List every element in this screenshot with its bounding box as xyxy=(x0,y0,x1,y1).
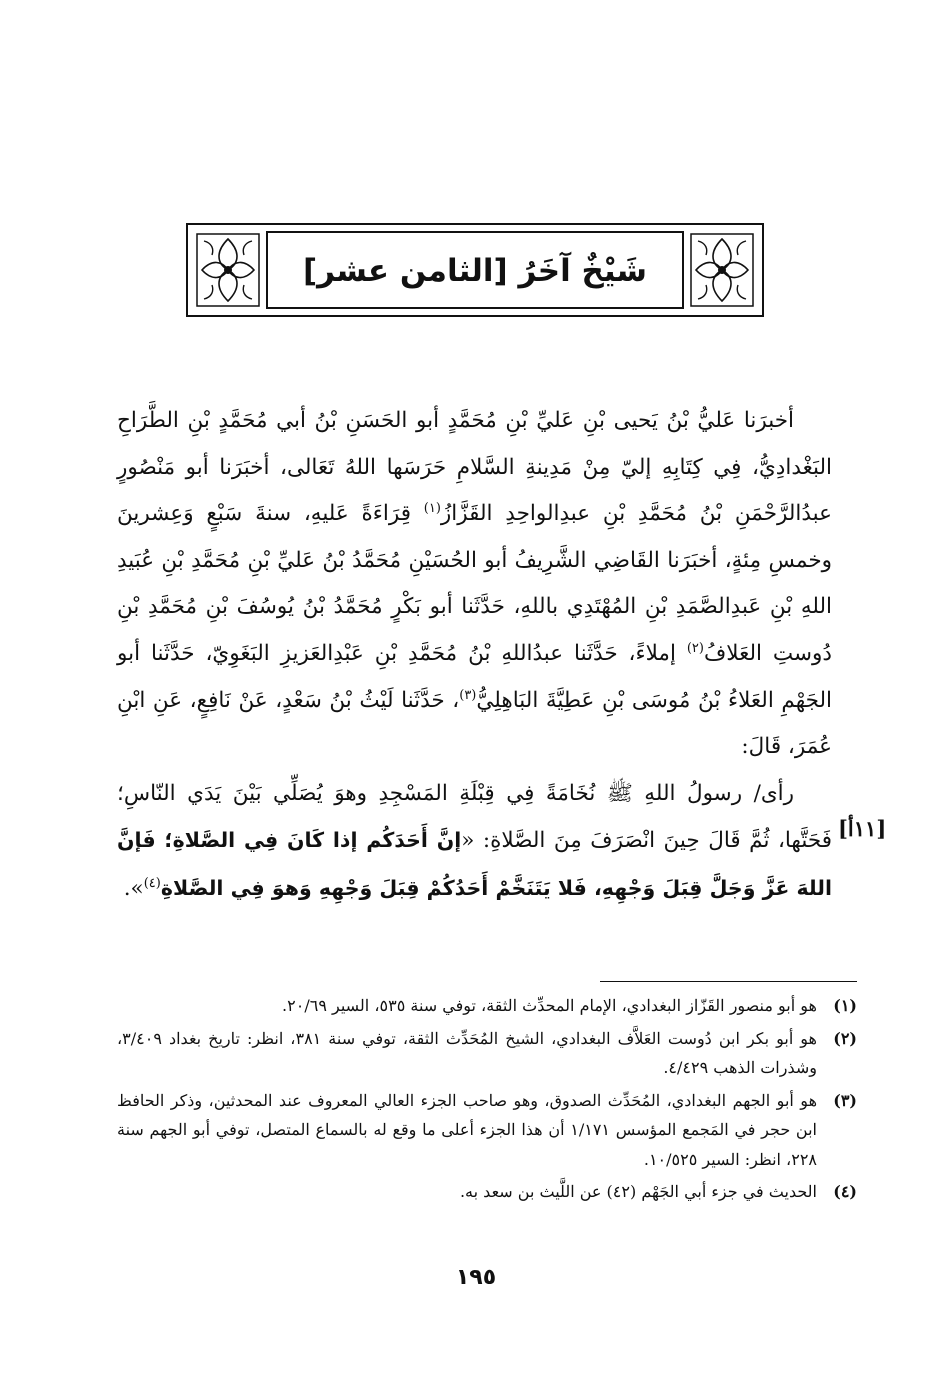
hadith-paragraph xyxy=(117,771,832,913)
text-run: قِرَاءَةً عَليهِ، سنةَ سَبْعٍ وَعِشرينَ وخمسِ مِئةٍ، أخبَرَنا القَاضِي الشَّرِيفُ أبو الحُسَيْنِ مُحَمَّدُ بْنُ عَليِّ بْنِ مُحَمَّدِ بْنِ عُبَيدِ اللهِ بْنِ عَبدِالصَّمَدِ بْنِ المُهْتَدِي باللهِ، حَدَّثَنا أبو بَكْرٍ مُحَمَّدُ بْنُ يُوسُفَ بْنِ مُحَمَّدِ بْنِ دُوستِ العَلافُ xyxy=(117,501,832,666)
main-text xyxy=(117,398,832,913)
text-run: ، حَدَّثَنا لَيْثُ بْنُ سَعْدٍ، عَنْ نَافِعٍ، عَنِ ابْنِ عُمَرَ، قَالَ: xyxy=(117,687,832,760)
isnad-paragraph xyxy=(117,398,832,771)
manuscript-folio-ref: [١١أ] xyxy=(838,816,887,841)
footnotes xyxy=(117,991,857,1210)
footnote-text: هو أبو منصور القَزّاز البغدادي، الإمام المحدِّث الثقة، توفي سنة ٥٣٥، السير ٢٠/٦٩. xyxy=(282,996,817,1015)
footnote-ref[interactable]: (٣) xyxy=(459,687,477,703)
footnote-item xyxy=(117,991,857,1021)
hadith-text: إنَّ أَحَدَكُم إذا كَانَ فِي الصَّلاةِ؛ فَإنَّ اللهَ عَزَّ وَجَلَّ قِبَلَ وَجْهِهِ، فَلا يَتَنَخَّمْ أَحَدُكُمْ قِبَلَ وَجْهِهِ وَهوَ فِي الصَّلاةِ xyxy=(117,828,832,900)
footnote-item xyxy=(117,1086,857,1175)
footnote-text: هو أبو الجهم البغدادي، المُحَدِّث الصدوق، وهو صاحب الجزء العالي المعروف عند المحدثين، وذكر الحافظ ابن حجر في المَجمع المؤسس ١/١٧١ أن هذا الجزء أعلى ما وقع له بالسماع المتصل، توفي أبو الجهم سنة ٢٢٨، انظر: السير ١٠/٥٢٥. xyxy=(117,1090,818,1169)
footnote-item xyxy=(117,1024,857,1083)
text-run: إملاءً، حَدَّثَنا عبدُاللهِ بْنُ مُحَمَّدِ بْنِ عَبْدِالعَزيزِ البَغَوِيّ، حَدَّثَنا أبو الجَهْمِ العَلاءُ بْنُ مُوسَى بْنِ عَطِيَّةَ البَاهِلِيُّ xyxy=(117,640,833,713)
footnote-text: هو أبو بكر ابن دُوست العَلاَّف البغدادي، الشيخ المُحَدِّث الثقة، توفي سنة ٣٨١، انظر: تاريخ بغداد ٣/٤٠٩، وشذرات الذهب ٤/٤٢٩. xyxy=(117,1028,817,1077)
page-number: ١٩٥ xyxy=(455,1265,497,1290)
chapter-title: شَيْخٌ آخَرُ [الثامن عشر] xyxy=(302,253,648,289)
footnote-ref[interactable]: (١) xyxy=(423,501,441,517)
text-run: ». xyxy=(123,875,144,901)
footnote-number: (٤) xyxy=(833,1182,857,1201)
footnote-number: (٣) xyxy=(833,1090,857,1110)
footnote-item xyxy=(117,1177,857,1207)
floral-ornament-icon xyxy=(196,233,260,307)
floral-ornament-icon xyxy=(690,233,754,307)
footnote-text: الحديث في جزء أبي الجَهْم (٤٢) عن اللَّيث بن سعد به. xyxy=(459,1182,817,1201)
footnote-divider xyxy=(600,981,857,982)
footnote-ref[interactable]: (٤) xyxy=(143,875,161,891)
footnote-number: (١) xyxy=(833,996,857,1015)
text-run: رأى/ رسولُ اللهِ ﷺ نُخَامَةً فِي قِبْلَةِ المَسْجِدِ وهوَ يُصَلِّي بَيْنَ يَدَي النّاسِ؛ فَحَتَّها، ثُمَّ قَالَ حِينَ انْصَرَفَ مِنَ الصَّلاةِ: « xyxy=(117,780,832,854)
title-frame xyxy=(186,223,764,317)
text-run: أخبرَنا عَليُّ بْنُ يَحيى بْنِ عَليِّ بْنِ مُحَمَّدٍ أبو الحَسَنِ بْنُ أبي مُحَمَّدٍ بْنِ الطَّرَاحِ البَغْدادِيُّ، فِي كِتَابِهِ إليّ مِنْ مَدِينةِ السَّلامِ حَرَسَها اللهُ تَعَالى، أخبَرَنا أبو مَنْصُورٍ عبدُالرَّحْمَنِ بْنُ مُحَمَّدِ بْنِ عبدِالواحِدِ القَزَّازُ xyxy=(117,408,832,527)
footnote-number: (٢) xyxy=(833,1028,857,1048)
title-inner-box xyxy=(266,231,684,309)
footnote-ref[interactable]: (٢) xyxy=(686,640,704,656)
